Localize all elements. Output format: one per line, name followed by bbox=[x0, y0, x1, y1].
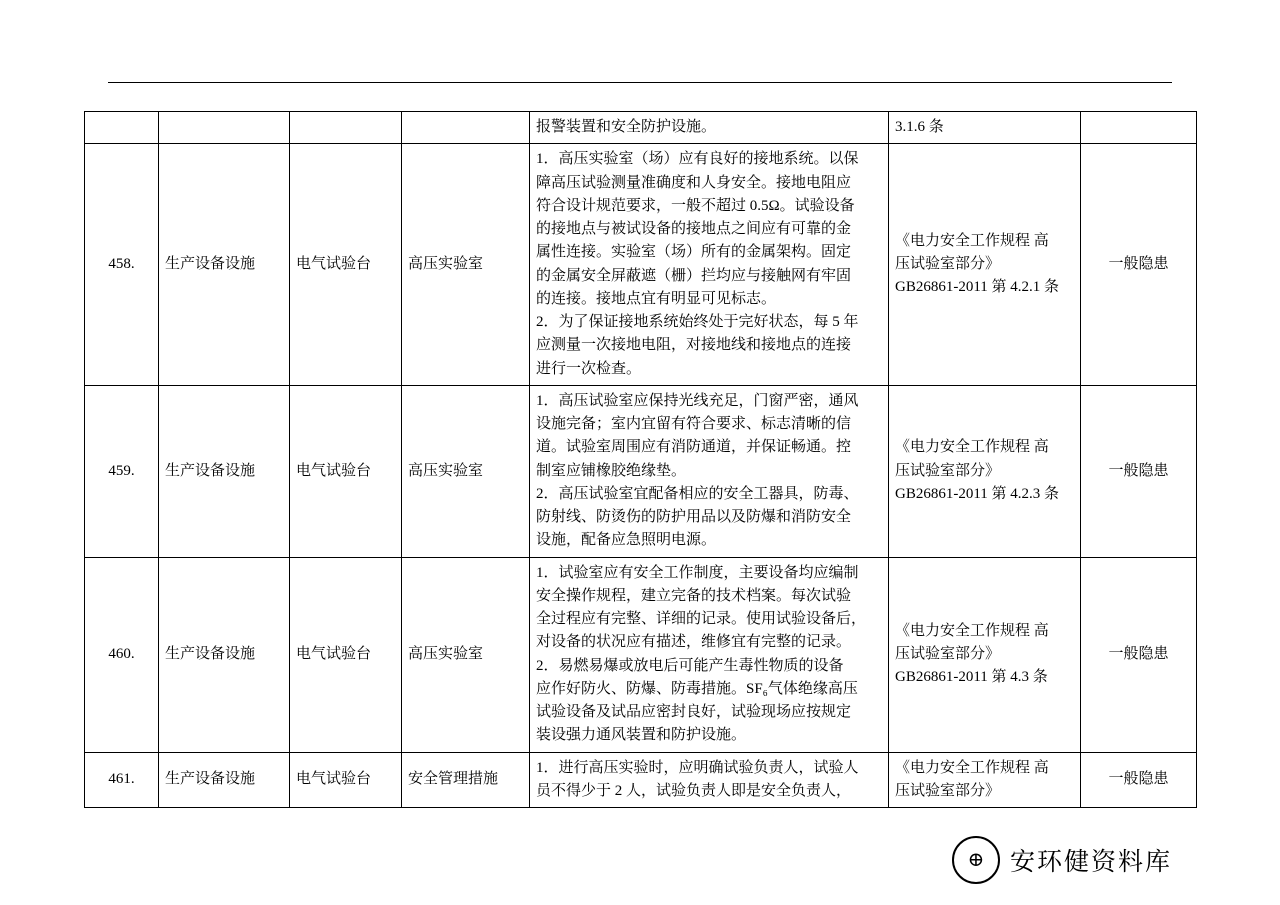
cell-category: 生产设备设施 bbox=[159, 557, 290, 752]
reference-line: 压试验室部分》 bbox=[895, 462, 1001, 479]
requirement-line: 障高压试验测量准确度和人身安全。接地电阻应 bbox=[536, 174, 852, 191]
requirement-line: 员不得少于 2 人，试验负责人即是安全负责人， bbox=[536, 782, 852, 799]
reference-line: 《电力安全工作规程 高 bbox=[895, 759, 1049, 776]
reference-line: 《电力安全工作规程 高 bbox=[895, 232, 1049, 249]
cell-subcategory: 电气试验台 bbox=[290, 557, 402, 752]
cell-subcategory bbox=[290, 112, 402, 144]
requirement-line: 道。试验室周围应有消防通道，并保证畅通。控 bbox=[536, 439, 852, 456]
cell-requirement bbox=[530, 112, 889, 144]
reference-line: 压试验室部分》 bbox=[895, 782, 1001, 799]
requirement-line: 应作好防火、防爆、防毒措施。SF₆气体绝缘高压 bbox=[536, 680, 858, 697]
reference-line: GB26861-2011 第 4.2.1 条 bbox=[895, 279, 1060, 296]
cell-category: 生产设备设施 bbox=[159, 752, 290, 808]
cell-reference bbox=[889, 385, 1081, 557]
requirement-line: 1．试验室应有安全工作制度，主要设备均应编制 bbox=[536, 564, 859, 581]
cell-area: 高压实验室 bbox=[402, 144, 530, 386]
requirement-line: 符合设计规范要求，一般不超过 0.5Ω。试验设备 bbox=[536, 197, 855, 214]
requirement-line: 1．高压实验室（场）应有良好的接地系统。以保 bbox=[536, 151, 859, 168]
cell-reference bbox=[889, 112, 1081, 144]
reference-line: 《电力安全工作规程 高 bbox=[895, 439, 1049, 456]
logo-glyph: ⊕ bbox=[967, 849, 985, 871]
cell-area: 安全管理措施 bbox=[402, 752, 530, 808]
requirement-line: 2．高压试验室宜配备相应的安全工器具，防毒、 bbox=[536, 485, 859, 502]
cell-number: 459. bbox=[85, 385, 159, 557]
cell-reference bbox=[889, 752, 1081, 808]
cell-category: 生产设备设施 bbox=[159, 144, 290, 386]
requirement-line: 设施，配备应急照明电源。 bbox=[536, 532, 717, 549]
cell-requirement bbox=[530, 752, 889, 808]
requirement-line: 1．进行高压实验时，应明确试验负责人，试验人 bbox=[536, 759, 859, 776]
reference-line: 《电力安全工作规程 高 bbox=[895, 622, 1049, 639]
requirement-line: 防射线、防烫伤的防护用品以及防爆和消防安全 bbox=[536, 509, 852, 525]
requirement-line: 的金属安全屏蔽遮（栅）拦均应与接触网有牢固 bbox=[536, 267, 852, 284]
table-row bbox=[85, 112, 1197, 144]
requirement-line: 的接地点与被试设备的接地点之间应有可靠的金 bbox=[536, 221, 852, 237]
table-row bbox=[85, 385, 1197, 557]
cell-level: 一般隐患 bbox=[1081, 752, 1197, 808]
cell-requirement bbox=[530, 144, 889, 386]
cell-subcategory: 电气试验台 bbox=[290, 385, 402, 557]
reference-line: 压试验室部分》 bbox=[895, 645, 1001, 662]
requirement-line: 设施完备；室内宜留有符合要求、标志清晰的信 bbox=[536, 416, 852, 432]
cell-level: 一般隐患 bbox=[1081, 385, 1197, 557]
requirement-line: 试验设备及试品应密封良好，试验现场应按规定 bbox=[536, 704, 852, 720]
table-body bbox=[85, 112, 1197, 808]
cell-category bbox=[159, 112, 290, 144]
cell-level bbox=[1081, 112, 1197, 144]
table-row bbox=[85, 144, 1197, 386]
reference-line: GB26861-2011 第 4.2.3 条 bbox=[895, 485, 1060, 502]
reference-line: 压试验室部分》 bbox=[895, 255, 1001, 272]
table-row bbox=[85, 752, 1197, 808]
cell-requirement bbox=[530, 557, 889, 752]
cell-number: 460. bbox=[85, 557, 159, 752]
reference-line: 3.1.6 条 bbox=[895, 119, 944, 135]
cell-requirement bbox=[530, 385, 889, 557]
cell-area: 高压实验室 bbox=[402, 385, 530, 557]
cell-number: 458. bbox=[85, 144, 159, 386]
cell-area: 高压实验室 bbox=[402, 557, 530, 752]
header-divider bbox=[108, 82, 1172, 83]
circle-logo-icon bbox=[952, 836, 1000, 884]
requirement-line: 应测量一次接地电阻，对接地线和接地点的连接 bbox=[536, 337, 852, 354]
cell-area bbox=[402, 112, 530, 144]
cell-level: 一般隐患 bbox=[1081, 144, 1197, 386]
requirement-line: 制室应铺橡胶绝缘垫。 bbox=[536, 462, 687, 479]
requirement-line: 对设备的状况应有描述，维修宜有完整的记录。 bbox=[536, 634, 852, 651]
reference-line: GB26861-2011 第 4.3 条 bbox=[895, 669, 1048, 686]
requirement-line: 全过程应有完整、详细的记录。使用试验设备后， bbox=[536, 611, 867, 627]
cell-number: 461. bbox=[85, 752, 159, 808]
cell-reference bbox=[889, 557, 1081, 752]
requirement-line: 报警装置和安全防护设施。 bbox=[536, 119, 717, 135]
requirement-line: 1．高压试验室应保持光线充足，门窗严密，通风 bbox=[536, 392, 859, 409]
requirement-line: 的连接。接地点宜有明显可见标志。 bbox=[536, 290, 777, 307]
cell-reference bbox=[889, 144, 1081, 386]
requirement-line: 安全操作规程，建立完备的技术档案。每次试验 bbox=[536, 587, 852, 604]
cell-subcategory: 电气试验台 bbox=[290, 752, 402, 808]
cell-number bbox=[85, 112, 159, 144]
requirement-line: 2．易燃易爆或放电后可能产生毒性物质的设备 bbox=[536, 657, 844, 674]
hazard-checklist-table bbox=[84, 111, 1197, 808]
table-container bbox=[84, 111, 1196, 808]
cell-category: 生产设备设施 bbox=[159, 385, 290, 557]
table-row bbox=[85, 557, 1197, 752]
requirement-line: 2．为了保证接地系统始终处于完好状态，每 5 年 bbox=[536, 314, 859, 330]
watermark-logo bbox=[952, 836, 1172, 884]
logo-text: 安环健资料库 bbox=[1010, 848, 1173, 876]
requirement-line: 装设强力通风装置和防护设施。 bbox=[536, 727, 747, 744]
cell-subcategory: 电气试验台 bbox=[290, 144, 402, 386]
requirement-line: 进行一次检查。 bbox=[536, 360, 642, 377]
requirement-line: 属性连接。实验室（场）所有的金属架构。固定 bbox=[536, 244, 852, 261]
cell-level: 一般隐患 bbox=[1081, 557, 1197, 752]
